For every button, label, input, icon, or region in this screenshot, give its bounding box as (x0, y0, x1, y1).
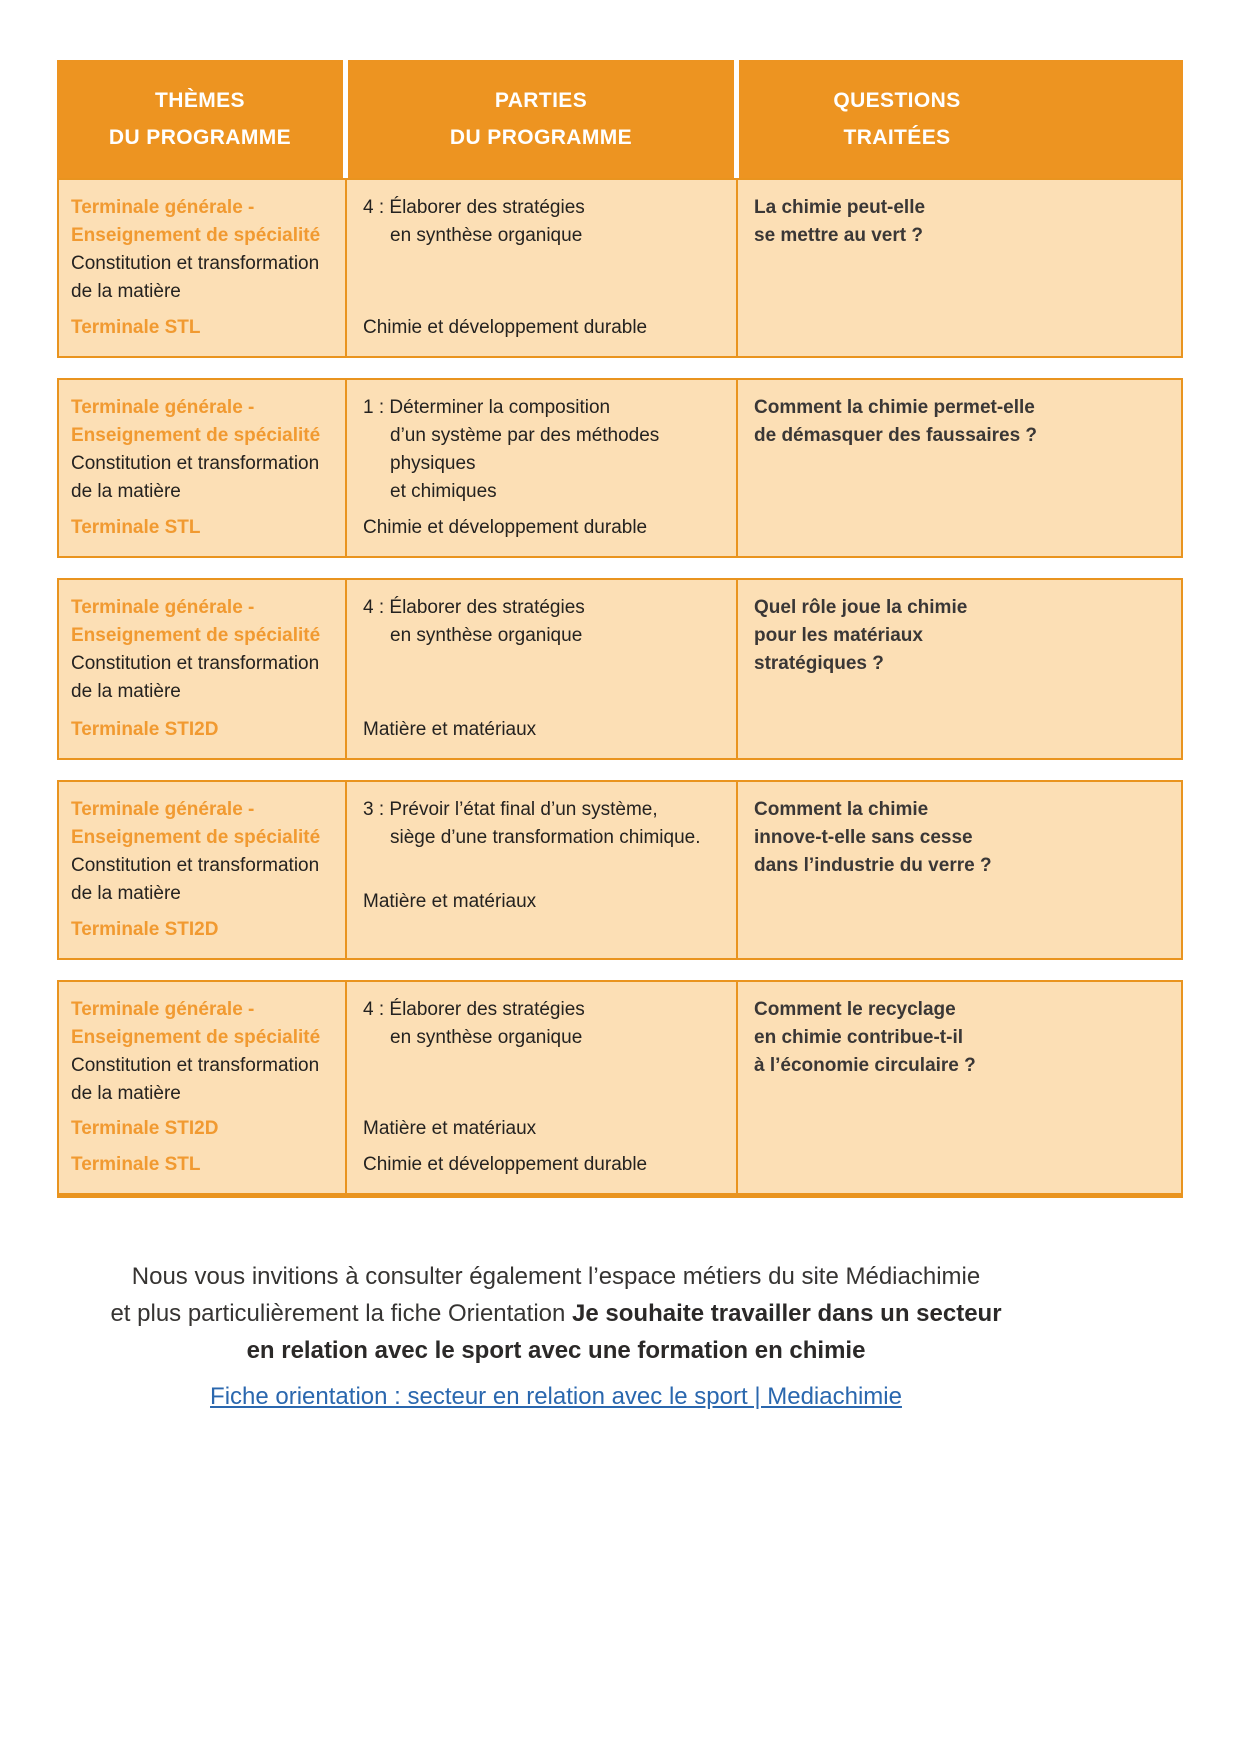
question-line: Comment la chimie permet-elle (754, 397, 1035, 418)
theme-block (71, 394, 333, 506)
header-cell-themes (57, 60, 343, 178)
part-line: d’un système par des méthodes (390, 425, 660, 446)
footer-note (57, 1258, 1055, 1415)
theme-cell (59, 580, 345, 758)
question-line: pour les matériaux (754, 625, 923, 646)
orientation-link[interactable]: Fiche orientation : secteur en relation avec le sport | Mediachimie (210, 1383, 902, 1410)
theme-cell (59, 782, 345, 958)
table-row (57, 780, 1183, 960)
theme-line: de la matière (71, 681, 181, 702)
question-line: Comment le recyclage (754, 999, 956, 1020)
parts-cell (345, 380, 736, 556)
program-label: Chimie et développement durable (363, 517, 648, 538)
header-cell-parties (343, 60, 734, 178)
part-line: en synthèse organique (390, 1027, 583, 1048)
program-table (57, 60, 1183, 1198)
level-block (71, 1115, 333, 1179)
part-line: 4 : Élaborer des stratégies (363, 597, 585, 618)
theme-block (71, 594, 333, 706)
parts-cell (345, 982, 736, 1193)
theme-line: Enseignement de spécialité (71, 625, 321, 646)
part-line: en synthèse organique (390, 625, 583, 646)
footer-line2 (57, 1295, 1055, 1332)
program-label: Matière et matériaux (363, 719, 537, 740)
level-label: Terminale STI2D (71, 919, 219, 940)
question-line: se mettre au vert ? (754, 225, 923, 246)
theme-block (71, 996, 333, 1108)
theme-line: Terminale générale - (71, 999, 255, 1020)
level-block (71, 314, 333, 342)
header-themes-line2: DU PROGRAMME (108, 126, 292, 149)
parts-block (363, 394, 724, 506)
question-line: La chimie peut-elle (754, 197, 926, 218)
level-label: Terminale STL (71, 517, 201, 538)
question-cell (736, 580, 1185, 758)
footer-link-line (57, 1378, 1055, 1415)
footer-line1: Nous vous invitions à consulter également l’espace métiers du site Médiachimie (131, 1263, 981, 1290)
header-questions-line1: QUESTIONS (833, 89, 961, 112)
question-cell (736, 380, 1185, 556)
table-row (57, 178, 1183, 358)
header-cell-questions (734, 60, 1183, 178)
theme-line: Terminale générale - (71, 397, 255, 418)
footer-line2-regular: et plus particulièrement la fiche Orientation (110, 1300, 573, 1327)
part-line: 1 : Déterminer la composition (363, 397, 611, 418)
parts-block (363, 796, 724, 852)
theme-line: Constitution et transformation (71, 1055, 320, 1076)
level-label: Terminale STI2D (71, 719, 219, 740)
theme-cell (59, 180, 345, 356)
theme-block (71, 796, 333, 908)
question-line: stratégiques ? (754, 653, 884, 674)
question-line: Quel rôle joue la chimie (754, 597, 968, 618)
theme-line: de la matière (71, 481, 181, 502)
table-row (57, 578, 1183, 760)
theme-line: Terminale générale - (71, 597, 255, 618)
part-line: en synthèse organique (390, 225, 583, 246)
theme-line: Enseignement de spécialité (71, 827, 321, 848)
program-label: Matière et matériaux (363, 891, 537, 912)
part-line: physiques (390, 453, 476, 474)
question-line: en chimie contribue-t-il (754, 1027, 964, 1048)
theme-line: Enseignement de spécialité (71, 425, 321, 446)
theme-line: Constitution et transformation (71, 855, 320, 876)
parts-block (363, 594, 724, 650)
level-block (71, 916, 333, 944)
question-line: dans l’industrie du verre ? (754, 855, 992, 876)
table-row (57, 378, 1183, 558)
part-line: et chimiques (390, 481, 497, 502)
header-parties-line1: PARTIES (494, 89, 588, 112)
question-cell (736, 180, 1185, 356)
theme-line: de la matière (71, 1083, 181, 1104)
theme-line: Constitution et transformation (71, 253, 320, 274)
header-themes-line1: THÈMES (155, 89, 245, 112)
question-line: à l’économie circulaire ? (754, 1055, 976, 1076)
level-label: Terminale STL (71, 317, 201, 338)
footer-line2-bold: Je souhaite travailler dans un secteur (572, 1300, 1002, 1327)
theme-line: Terminale générale - (71, 799, 255, 820)
theme-line: Enseignement de spécialité (71, 225, 321, 246)
level-block (71, 514, 333, 542)
program-block (363, 716, 724, 744)
table-header-row (57, 60, 1183, 178)
table-row (57, 980, 1183, 1198)
program-block (363, 314, 724, 342)
part-line: 4 : Élaborer des stratégies (363, 999, 585, 1020)
program-label: Matière et matériaux (363, 1118, 537, 1139)
theme-cell (59, 982, 345, 1193)
theme-line: de la matière (71, 281, 181, 302)
header-questions-line2: TRAITÉES (843, 126, 951, 149)
program-block (363, 888, 724, 916)
question-cell (736, 982, 1185, 1193)
theme-line: Constitution et transformation (71, 453, 320, 474)
footer-line3-bold: en relation avec le sport avec une formation en chimie (246, 1337, 866, 1364)
program-label: Chimie et développement durable (363, 1154, 648, 1175)
question-line: innove-t-elle sans cesse (754, 827, 973, 848)
parts-block (363, 194, 724, 250)
header-parties-line2: DU PROGRAMME (449, 126, 633, 149)
program-block (363, 1115, 724, 1179)
question-line: Comment la chimie (754, 799, 929, 820)
level-label: Terminale STI2D (71, 1118, 219, 1139)
theme-cell (59, 380, 345, 556)
level-label: Terminale STL (71, 1154, 201, 1175)
part-line: 3 : Prévoir l’état final d’un système, (363, 799, 658, 820)
question-cell (736, 782, 1185, 958)
theme-line: Terminale générale - (71, 197, 255, 218)
part-line: 4 : Élaborer des stratégies (363, 197, 585, 218)
theme-line: de la matière (71, 883, 181, 904)
parts-cell (345, 180, 736, 356)
question-line: de démasquer des faussaires ? (754, 425, 1038, 446)
program-block (363, 514, 724, 542)
theme-block (71, 194, 333, 306)
parts-block (363, 996, 724, 1052)
parts-cell (345, 580, 736, 758)
parts-cell (345, 782, 736, 958)
theme-line: Enseignement de spécialité (71, 1027, 321, 1048)
level-block (71, 716, 333, 744)
program-label: Chimie et développement durable (363, 317, 648, 338)
theme-line: Constitution et transformation (71, 653, 320, 674)
part-line: siège d’une transformation chimique. (390, 827, 701, 848)
